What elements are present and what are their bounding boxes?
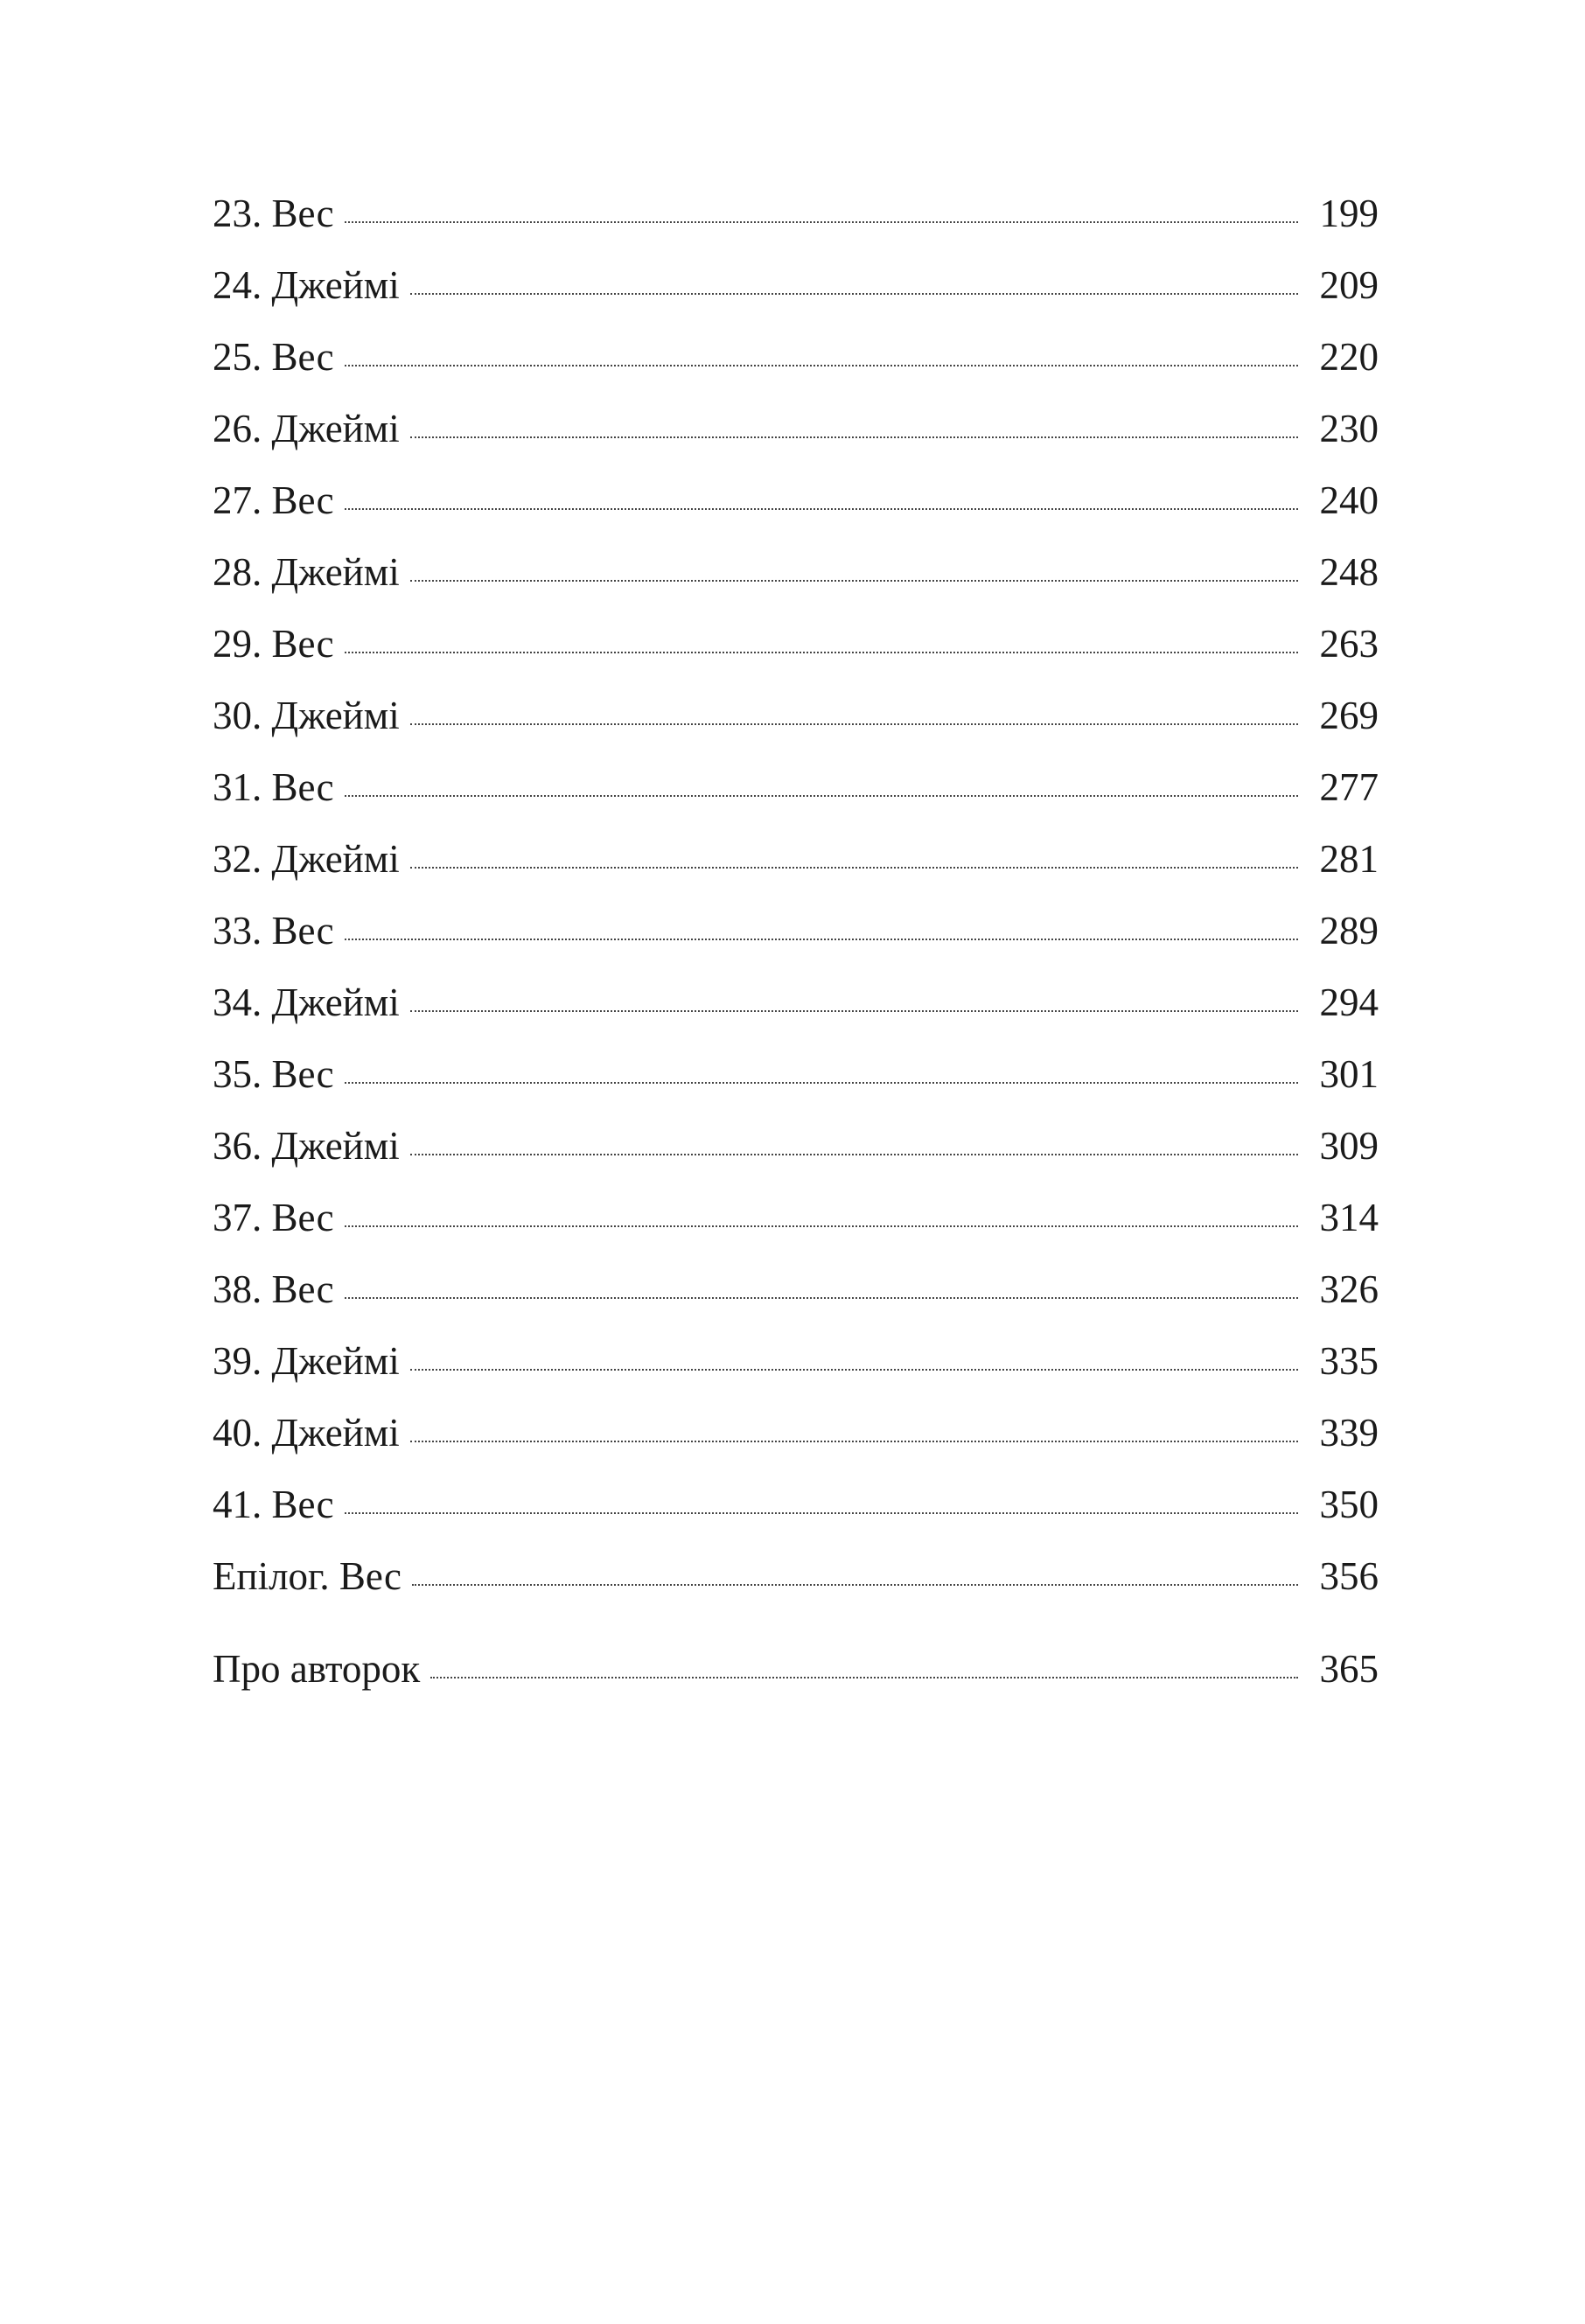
toc-entry-title: 26. Джеймі [213,407,400,450]
dot-leader [410,867,1298,869]
toc-entry-title: Епілог. Вес [213,1554,401,1598]
dot-leader [345,221,1298,223]
toc-entry[interactable] [213,335,1379,409]
dot-leader [430,1677,1298,1678]
dot-leader [345,1512,1298,1514]
toc-entry[interactable] [213,550,1379,625]
toc-entry[interactable] [213,1267,1379,1342]
toc-entry-title: 31. Вес [213,765,334,809]
toc-entry[interactable] [213,696,1379,768]
toc-entry[interactable] [213,837,1379,911]
toc-entry-title: 32. Джеймі [213,837,400,881]
toc-entry-title: 40. Джеймі [213,1411,400,1455]
toc-entry-title: 35. Вес [213,1052,334,1096]
dot-leader [345,652,1298,653]
toc-entry-page-number: 199 [1319,192,1379,235]
toc-entry-title: 23. Вес [213,192,334,235]
toc-entry-page-number: 230 [1319,407,1379,450]
dot-leader [345,365,1298,366]
toc-entry-page-number: 350 [1319,1483,1379,1526]
toc-entry[interactable] [213,194,1379,266]
dot-leader [345,1082,1298,1084]
toc-entry[interactable] [213,1052,1379,1127]
dot-leader [345,939,1298,940]
toc-entry[interactable] [213,478,1379,553]
toc-entry[interactable] [213,409,1379,481]
toc-entry-title: 37. Вес [213,1196,334,1239]
dot-leader [410,1441,1298,1442]
toc-entry-page-number: 356 [1319,1554,1379,1598]
table-of-contents [213,194,1379,1721]
toc-entry-page-number: 220 [1319,335,1379,379]
dot-leader [410,293,1298,295]
toc-entry-title: 33. Вес [213,909,334,953]
toc-entry[interactable] [213,1198,1379,1270]
toc-entry-page-number: 314 [1319,1196,1379,1239]
toc-entry-title: 36. Джеймі [213,1124,400,1168]
toc-entry[interactable] [213,263,1379,338]
toc-entry-page-number: 289 [1319,909,1379,953]
toc-entry-page-number: 326 [1319,1267,1379,1311]
toc-entry-title: 38. Вес [213,1267,334,1311]
dot-leader [410,580,1298,582]
toc-entry-about-authors[interactable] [213,1647,1379,1721]
toc-entry-title: 34. Джеймі [213,981,400,1024]
toc-entry[interactable] [213,1413,1379,1485]
toc-entry[interactable] [213,1339,1379,1413]
toc-entry-title: 39. Джеймі [213,1339,400,1383]
toc-entry[interactable] [213,622,1379,696]
dot-leader [345,1225,1298,1227]
dot-leader [345,1297,1298,1299]
toc-entry-page-number: 335 [1319,1339,1379,1383]
toc-entry[interactable] [213,1124,1379,1198]
dot-leader [410,1369,1298,1371]
toc-entry-page-number: 263 [1319,622,1379,666]
dot-leader [410,1010,1298,1012]
toc-entry-page-number: 240 [1319,478,1379,522]
toc-entry-page-number: 209 [1319,263,1379,307]
dot-leader [410,723,1298,725]
toc-entry-epilogue[interactable] [213,1554,1379,1629]
toc-entry-title: 24. Джеймі [213,263,400,307]
toc-entry-page-number: 248 [1319,550,1379,594]
toc-entry-page-number: 339 [1319,1411,1379,1455]
dot-leader [412,1584,1298,1586]
dot-leader [410,436,1298,438]
toc-entry[interactable] [213,983,1379,1055]
toc-entry-page-number: 269 [1319,694,1379,737]
toc-entry-page-number: 365 [1319,1647,1379,1691]
toc-entry-page-number: 281 [1319,837,1379,881]
dot-leader [345,508,1298,510]
toc-entry-title: 41. Вес [213,1483,334,1526]
toc-entry-page-number: 309 [1319,1124,1379,1168]
toc-entry-title: 28. Джеймі [213,550,400,594]
toc-entry[interactable] [213,1485,1379,1557]
toc-entry[interactable] [213,765,1379,840]
toc-entry-title: Про авторок [213,1647,421,1691]
toc-entry-title: 30. Джеймі [213,694,400,737]
dot-leader [410,1154,1298,1155]
toc-entry-title: 27. Вес [213,478,334,522]
toc-entry-title: 29. Вес [213,622,334,666]
toc-entry-page-number: 301 [1319,1052,1379,1096]
toc-entry-title: 25. Вес [213,335,334,379]
toc-entry-page-number: 277 [1319,765,1379,809]
toc-entry[interactable] [213,911,1379,983]
dot-leader [345,795,1298,797]
toc-entry-page-number: 294 [1319,981,1379,1024]
